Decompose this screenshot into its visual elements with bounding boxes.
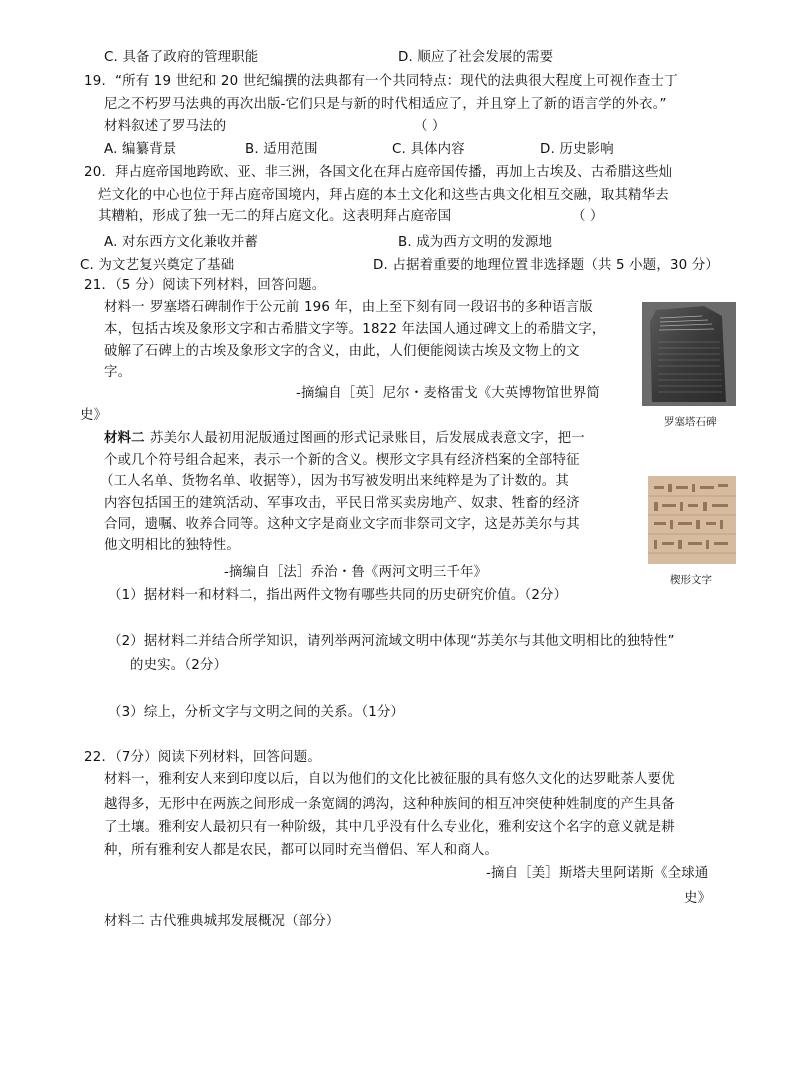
rosetta-stone-caption: 罗塞塔石碑	[664, 416, 717, 428]
q21-stem: 21．（5 分）阅读下列材料，回答问题。	[84, 278, 326, 293]
q21-sub-question-3: （3）综上，分析文字与文明之间的关系。（1分）	[108, 705, 405, 720]
q21-material2-line5: 合同，遗嘱、收养合同等。这种文字是商业文字而非祭司文字，这是苏美尔与其	[104, 517, 580, 532]
q19-option-c: C. 具体内容	[392, 142, 465, 157]
q19-answer-bracket: （ ）	[414, 119, 446, 134]
q22-material1-line3: 了土壤。雅利安人最初只有一种阶级，其中几乎没有什么专业化，雅利安这个名字的意义就是耕	[104, 820, 675, 835]
q22-material1-line2: 越得多，无形中在两族之间形成一条宽阔的鸿沟，这种种族间的相互冲突使种姓制度的产生具备	[104, 797, 675, 812]
q21-material1-line1: 罗塞塔石碑制作于公元前 196 年，由上至下刻有同一段诏书的多种语言版	[150, 300, 593, 315]
q22-material1-line4: 种，所有雅利安人都是农民，都可以同时充当僧侣、军人和商人。	[104, 843, 499, 858]
q21-sub-question-2: （2）据材料二并结合所学知识，请列举两河流域文明中体现“苏美尔与其他文明相比的独特性”	[108, 634, 675, 649]
q21-sub-question-1: （1）据材料一和材料二，指出两件文物有哪些共同的历史研究价值。（2分）	[108, 588, 568, 603]
q21-material1-label: 材料一	[104, 300, 145, 315]
q22-material1-source-end: 史》	[684, 891, 712, 906]
q21-material1-line2: 本，包括古埃及象形文字和古希腊文字等。1822 年法国人通过碑文上的希腊文字，	[104, 322, 606, 337]
q19-stem-line1: 19．“所有 19 世纪和 20 世纪编撰的法典都有一个共同特点：现代的法典很大程度上可视作查士丁	[84, 74, 678, 89]
q22-material1-source: -摘自［美］斯塔夫里阿诺斯《全球通	[486, 866, 709, 881]
q20-option-d: D. 占据着重要的地理位置	[373, 258, 529, 273]
cuneiform-caption: 楔形文字	[670, 574, 712, 586]
q21-material1-line4: 字。	[104, 365, 132, 380]
q22-material2-title: 材料二 古代雅典城邦发展概况（部分）	[104, 914, 340, 929]
non-choice-section-header: 非选择题（共 5 小题，30 分）	[530, 258, 720, 273]
q19-option-d: D. 历史影响	[540, 142, 614, 157]
q21-material2-line6: 他文明相比的独特性。	[104, 538, 240, 553]
cuneiform-image	[648, 476, 736, 564]
q21-material1-source: -摘编自［英］尼尔・麦格雷戈《大英博物馆世界简	[296, 386, 601, 401]
q19-option-a: A. 编纂背景	[104, 142, 177, 157]
q20-answer-bracket: （ ）	[572, 209, 604, 224]
q20-option-c: C. 为文艺复兴奠定了基础	[80, 258, 235, 273]
q19-stem-line2: 尼之不朽罗马法典的再次出版-它们只是与新的时代相适应了，并且穿上了新的语言学的外衣。”	[104, 97, 667, 112]
q21-material1-source-end: 史》	[80, 408, 108, 423]
q20-stem-line2: 烂文化的中心也位于拜占庭帝国境内，拜占庭的本土文化和这些古典文化相互交融，取其精华去	[98, 188, 669, 203]
q21-sub-question-2-cont: 的史实。（2分）	[130, 658, 228, 673]
q18-option-d: D. 顺应了社会发展的需要	[398, 50, 554, 65]
q18-option-c: C. 具备了政府的管理职能	[104, 50, 259, 65]
q21-material2-line1: 苏美尔人最初用泥版通过图画的形式记录账目，后发展成表意文字，把一	[150, 431, 585, 446]
q19-option-b: B. 适用范围	[245, 142, 318, 157]
q21-material2-line2: 个或几个符号组合起来，表示一个新的含义。楔形文字具有经济档案的全部特征	[104, 453, 580, 468]
q20-option-b: B. 成为西方文明的发源地	[398, 235, 553, 250]
q21-material2-line4: 内容包括国王的建筑活动、军事攻击，平民日常买卖房地产、奴隶、牲畜的经济	[104, 496, 580, 511]
q22-material1-line1: 材料一，雅利安人来到印度以后，自以为他们的文化比被征服的具有悠久文化的达罗毗荼人要优	[104, 772, 675, 787]
q21-material2-line3: （工人名单、货物名单、收据等），因为书写被发明出来纯粹是为了计数的。其	[100, 474, 569, 489]
q20-stem-line1: 20．拜占庭帝国地跨欧、亚、非三洲，各国文化在拜占庭帝国传播，再加上古埃及、古希腊这些灿	[84, 165, 673, 180]
q19-stem-line3: 材料叙述了罗马法的	[104, 119, 227, 134]
q20-option-a: A. 对东西方文化兼收并蓄	[104, 235, 258, 250]
q21-material1-line3: 破解了石碑上的古埃及象形文字的含义，由此，人们便能阅读古埃及文物上的文	[104, 344, 580, 359]
q22-stem: 22．（7分）阅读下列材料，回答问题。	[84, 750, 321, 765]
rosetta-stone-image	[642, 302, 736, 406]
q20-stem-line3: 其糟粕，形成了独一无二的拜占庭文化。这表明拜占庭帝国	[98, 209, 452, 224]
q21-material2-label: 材料二	[104, 431, 145, 446]
q21-material2-source: -摘编自［法］乔治・鲁《两河文明三千年》	[224, 565, 488, 580]
